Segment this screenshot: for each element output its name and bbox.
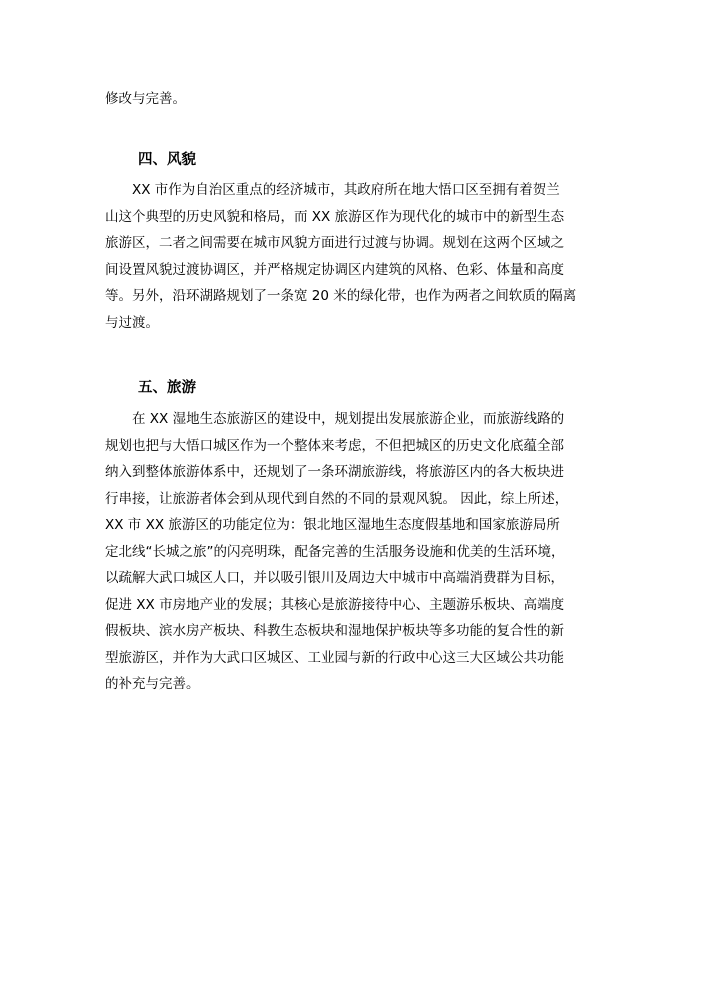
- paragraph-line: 修改与完善。: [105, 91, 186, 107]
- paragraph-line: 行串接，让旅游者体会到从现代到自然的不同的景观风貌。 因此，综上所述，: [105, 490, 569, 507]
- section-paragraph-fengmao: [105, 177, 593, 336]
- paragraph-line: 促进 XX 市房地产业的发展；其核心是旅游接待中心、主题游乐板块、高端度: [105, 596, 565, 613]
- paragraph-line: 旅游区，二者之间需要在城市风貌方面进行过渡与协调。规划在这两个区域之: [105, 235, 564, 251]
- paragraph-line: 型旅游区，并作为大武口区城区、工业园与新的行政中心这三大区域公共功能: [105, 649, 564, 666]
- paragraph-line: 山这个典型的历史风貌和格局，而 XX 旅游区作为现代化的城市中的新型生态: [105, 208, 565, 225]
- paragraph-line: 假板块、滨水房产板块、科教生态板块和湿地保护板块等多功能的复合性的新: [105, 623, 564, 639]
- paragraph-line: XX 市作为自治区重点的经济城市，其政府所在地大悟口区至拥有着贺兰: [132, 182, 560, 198]
- paragraph-line: 等。另外，沿环湖路规划了一条宽 20 米的绿化带，也作为两者之间软质的隔离: [105, 288, 577, 304]
- continuation-paragraph: [105, 86, 593, 113]
- section-heading-fengmao: 四、风貌: [138, 152, 196, 168]
- paragraph-line: 规划也把与大悟口城区作为一个整体来考虑，不但把城区的历史文化底蕴全部: [105, 437, 564, 454]
- paragraph-line: 间设置风貌过渡协调区，并严格规定协调区内建筑的风格、色彩、体量和高度: [105, 261, 564, 278]
- paragraph-line: 以疏解大武口城区人口，并以吸引银川及周边大中城市中高端消费群为目标，: [105, 570, 564, 586]
- section-heading-lvyou: 五、旅游: [138, 380, 196, 396]
- paragraph-line: 纳入到整体旅游体系中，还规划了一条环湖旅游线，将旅游区内的各大板块进: [105, 464, 564, 480]
- section-paragraph-lvyou: [105, 406, 593, 698]
- paragraph-line: 的补充与完善。: [105, 676, 200, 692]
- paragraph-line: 在 XX 湿地生态旅游区的建设中，规划提出发展旅游企业，而旅游线路的: [132, 411, 565, 427]
- paragraph-line: 与过渡。: [105, 314, 159, 331]
- paragraph-line: 定北线“长城之旅”的闪亮明珠，配备完善的生活服务设施和优美的生活环境，: [105, 543, 565, 560]
- paragraph-line: XX 市 XX 旅游区的功能定位为：银北地区湿地生态度假基地和国家旅游局所: [105, 517, 560, 533]
